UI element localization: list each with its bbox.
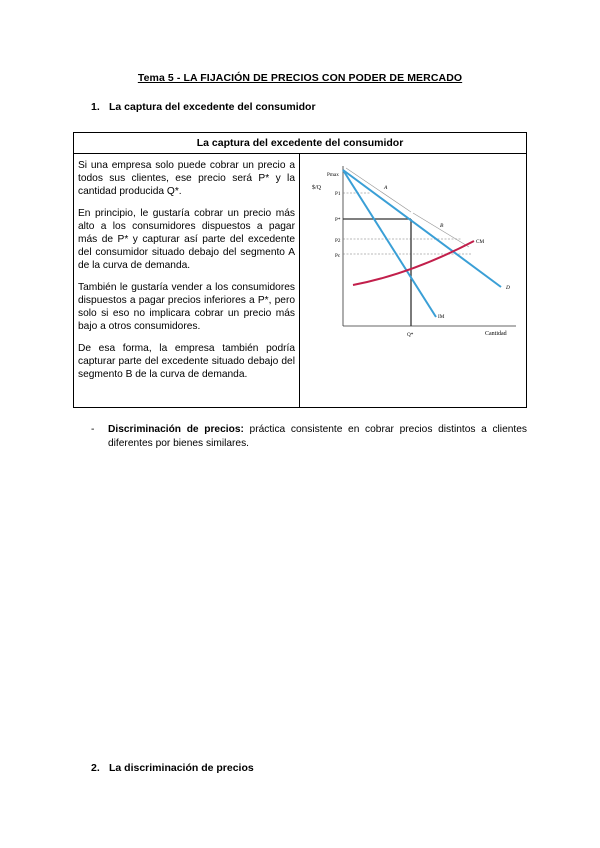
pstar-label: P* — [335, 217, 341, 223]
y-axis-label: $/Q — [312, 185, 321, 191]
pc-label: Pc — [335, 253, 341, 259]
section-2-title: La discriminación de precios — [109, 762, 254, 774]
x-axis-label: Cantidad — [485, 331, 507, 337]
section-1-heading — [91, 101, 316, 113]
bullet-definition: práctica consistente en cobrar precios distintos a clientes diferentes por bienes similares. — [108, 424, 527, 449]
marginal-cost-label: CM — [476, 239, 485, 245]
demand-label: D — [506, 285, 510, 291]
bullet-content — [108, 423, 527, 451]
section-1-title: La captura del excedente del consumidor — [109, 101, 316, 113]
surplus-diagram — [301, 154, 528, 408]
section-2-number: 2. — [91, 762, 100, 774]
paragraph: En principio, le gustaría cobrar un precio más alto a los consumidores dispuestos a pagar más de P* y capturar así parte del excedente del consumidor situado debajo del segmento A de la curva de demanda. — [78, 208, 295, 271]
pmax-label: Pmax — [327, 172, 339, 178]
segment-a-label: A — [384, 185, 388, 191]
bullet-dash: - — [91, 424, 95, 435]
bullet-term: Discriminación de precios: — [108, 424, 244, 435]
summary-box-text — [74, 154, 300, 407]
paragraph: También le gustaría vender a los consumidores dispuestos a pagar precios inferiores a P*, pero solo si eso no implicara cobrar un precio más bajo a otros consumidores. — [78, 282, 295, 332]
qstar-label: Q* — [407, 332, 414, 338]
paragraph: De esa forma, la empresa también podría capturar parte del excedente situado debajo del segmento B de la curva de demanda. — [78, 343, 295, 380]
marginal-revenue-label: IM — [438, 314, 445, 320]
surplus-figure — [301, 154, 526, 407]
document-title: Tema 5 - LA FIJACIÓN DE PRECIOS CON PODER DE MERCADO — [137, 72, 463, 84]
demand-curve — [343, 170, 501, 287]
summary-box-body — [74, 154, 526, 407]
price-discrimination-bullet — [91, 423, 527, 451]
marginal-revenue-curve — [343, 170, 436, 317]
summary-box-header: La captura del excedente del consumidor — [74, 133, 526, 154]
p1-label: P1 — [335, 191, 341, 197]
section-1-number: 1. — [91, 101, 100, 113]
p2-label: P2 — [335, 238, 341, 244]
marginal-cost-curve — [353, 241, 474, 285]
segment-b-label: B — [440, 223, 444, 229]
paragraph: Si una empresa solo puede cobrar un precio a todos sus clientes, ese precio será P* y la cantidad producida Q*. — [78, 160, 295, 197]
summary-box — [73, 132, 527, 408]
section-2-heading — [91, 762, 254, 774]
